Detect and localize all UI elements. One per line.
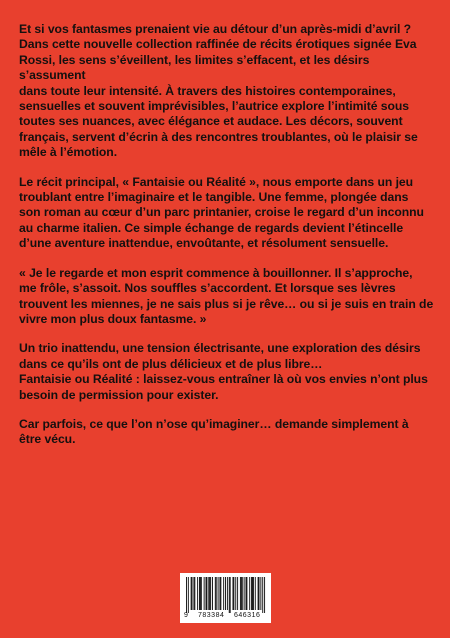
barcode-bar bbox=[264, 577, 265, 613]
barcode-bar bbox=[199, 577, 200, 610]
barcode-bar bbox=[244, 577, 245, 610]
text-line: au charme italien. Ce simple échange de regards devient l’étincelle bbox=[19, 220, 404, 235]
barcode-bar bbox=[206, 577, 207, 610]
text-line: toutes ses nuances, avec élégance et audace. Les décors, souvent bbox=[19, 114, 403, 129]
barcode-bar bbox=[229, 577, 230, 613]
barcode-bar bbox=[246, 577, 247, 610]
barcode-bar bbox=[200, 577, 201, 610]
barcode-bar bbox=[251, 577, 252, 610]
text-line: troublant entre l’imaginaire et le tangible. Une femme, plongée dans bbox=[19, 190, 409, 205]
barcode-bar bbox=[241, 577, 242, 610]
paragraph-intro bbox=[19, 22, 435, 161]
barcode-bar bbox=[212, 577, 213, 610]
text-line: Un trio inattendu, une tension électrisante, une exploration des désirs bbox=[19, 341, 421, 356]
barcode-bar bbox=[227, 577, 228, 610]
barcode-bar bbox=[186, 577, 187, 613]
barcode-bar bbox=[219, 577, 220, 610]
isbn-barcode bbox=[180, 573, 271, 623]
barcode-bar bbox=[194, 577, 195, 610]
barcode-bar bbox=[206, 577, 207, 610]
text-line: dans ce qu’ils ont de plus délicieux et de plus libre… bbox=[19, 356, 323, 371]
barcode-bar bbox=[233, 577, 234, 610]
barcode-bar bbox=[225, 577, 226, 610]
barcode-bar bbox=[233, 577, 234, 610]
text-line: français, servent d’écrin à des rencontres troublantes, où le plaisir se bbox=[19, 129, 418, 144]
text-line: vivre mon plus doux fantasme. » bbox=[19, 311, 207, 326]
barcode-bar bbox=[204, 577, 205, 610]
barcode-bar bbox=[246, 577, 247, 610]
text-line: mêle à l’émotion. bbox=[19, 145, 118, 160]
barcode-bar bbox=[193, 577, 194, 610]
barcode-bar bbox=[209, 577, 210, 610]
barcode-bar bbox=[262, 577, 263, 613]
back-cover-text bbox=[19, 22, 435, 462]
paragraph-main-story bbox=[19, 175, 435, 252]
barcode-bar bbox=[230, 577, 231, 613]
barcode-bar bbox=[240, 577, 241, 610]
barcode-first-digit: 9 bbox=[184, 612, 188, 619]
barcode-bar bbox=[253, 577, 254, 610]
barcode-left-digits: 783384 bbox=[198, 612, 225, 619]
barcode-bar bbox=[218, 577, 219, 610]
barcode-bar bbox=[188, 577, 189, 613]
paragraph-quote bbox=[19, 266, 435, 328]
text-line: son roman au cœur d’un parc printanier, croise le regard d’un inconnu bbox=[19, 205, 424, 220]
barcode-bar bbox=[220, 577, 221, 610]
barcode-bar bbox=[242, 577, 243, 610]
barcode-bar bbox=[210, 577, 211, 610]
barcode-bar bbox=[201, 577, 202, 610]
barcode-bar bbox=[223, 577, 224, 610]
barcode-bar bbox=[192, 577, 193, 610]
text-line: dans toute leur intensité. À travers des histoires contemporaines, bbox=[19, 83, 396, 98]
text-line: être vécu. bbox=[19, 432, 76, 447]
paragraph-trio bbox=[19, 341, 435, 403]
text-line: Dans cette nouvelle collection raffinée de récits érotiques signée Eva bbox=[19, 37, 417, 52]
text-line: Le récit principal, « Fantaisie ou Réalité », nous emporte dans un jeu bbox=[19, 174, 414, 189]
barcode-bar bbox=[237, 577, 238, 610]
barcode-bar bbox=[260, 577, 261, 610]
barcode-bar bbox=[259, 577, 260, 610]
text-line: besoin de permission pour exister. bbox=[19, 387, 219, 402]
text-line: sensuelles et souvent imprévisibles, l’autrice explore l’intimité sous bbox=[19, 99, 410, 114]
text-line: trouvent les miennes, je ne sais plus si je rêve… ou si je suis en train de bbox=[19, 296, 434, 311]
barcode-bar bbox=[235, 577, 236, 610]
text-line: « Je le regarde et mon esprit commence à bouillonner. Il s’approche, bbox=[19, 265, 413, 280]
barcode-bar bbox=[216, 577, 217, 610]
text-line: d’une aventure inattendue, envoûtante, et résolument sensuelle. bbox=[19, 236, 389, 251]
text-line: Et si vos fantasmes prenaient vie au détour d’un après-midi d’avril ? bbox=[19, 22, 412, 36]
barcode-bar bbox=[191, 577, 192, 610]
barcode-bar bbox=[249, 577, 250, 610]
text-line: Fantaisie ou Réalité : laissez-vous entraîner là où vos envies n’ont plus bbox=[19, 372, 428, 387]
barcode-bar bbox=[215, 577, 216, 610]
paragraph-closing bbox=[19, 417, 435, 448]
barcode-bar bbox=[255, 577, 256, 610]
barcode-bar bbox=[197, 577, 198, 610]
text-line: Rossi, les sens s’éveillent, les limites s’effacent, et les désirs s’assument bbox=[19, 52, 370, 83]
barcode-bar bbox=[208, 577, 209, 610]
barcode-right-digits: 646316 bbox=[234, 612, 261, 619]
text-line: Car parfois, ce que l’on n’ose qu’imaginer… demande simplement à bbox=[19, 416, 409, 431]
barcode-bar bbox=[258, 577, 259, 610]
barcode-bar bbox=[252, 577, 253, 610]
text-line: me frôle, s’assoit. Nos souffles s’accordent. Et lorsque ses lèvres bbox=[19, 281, 396, 296]
